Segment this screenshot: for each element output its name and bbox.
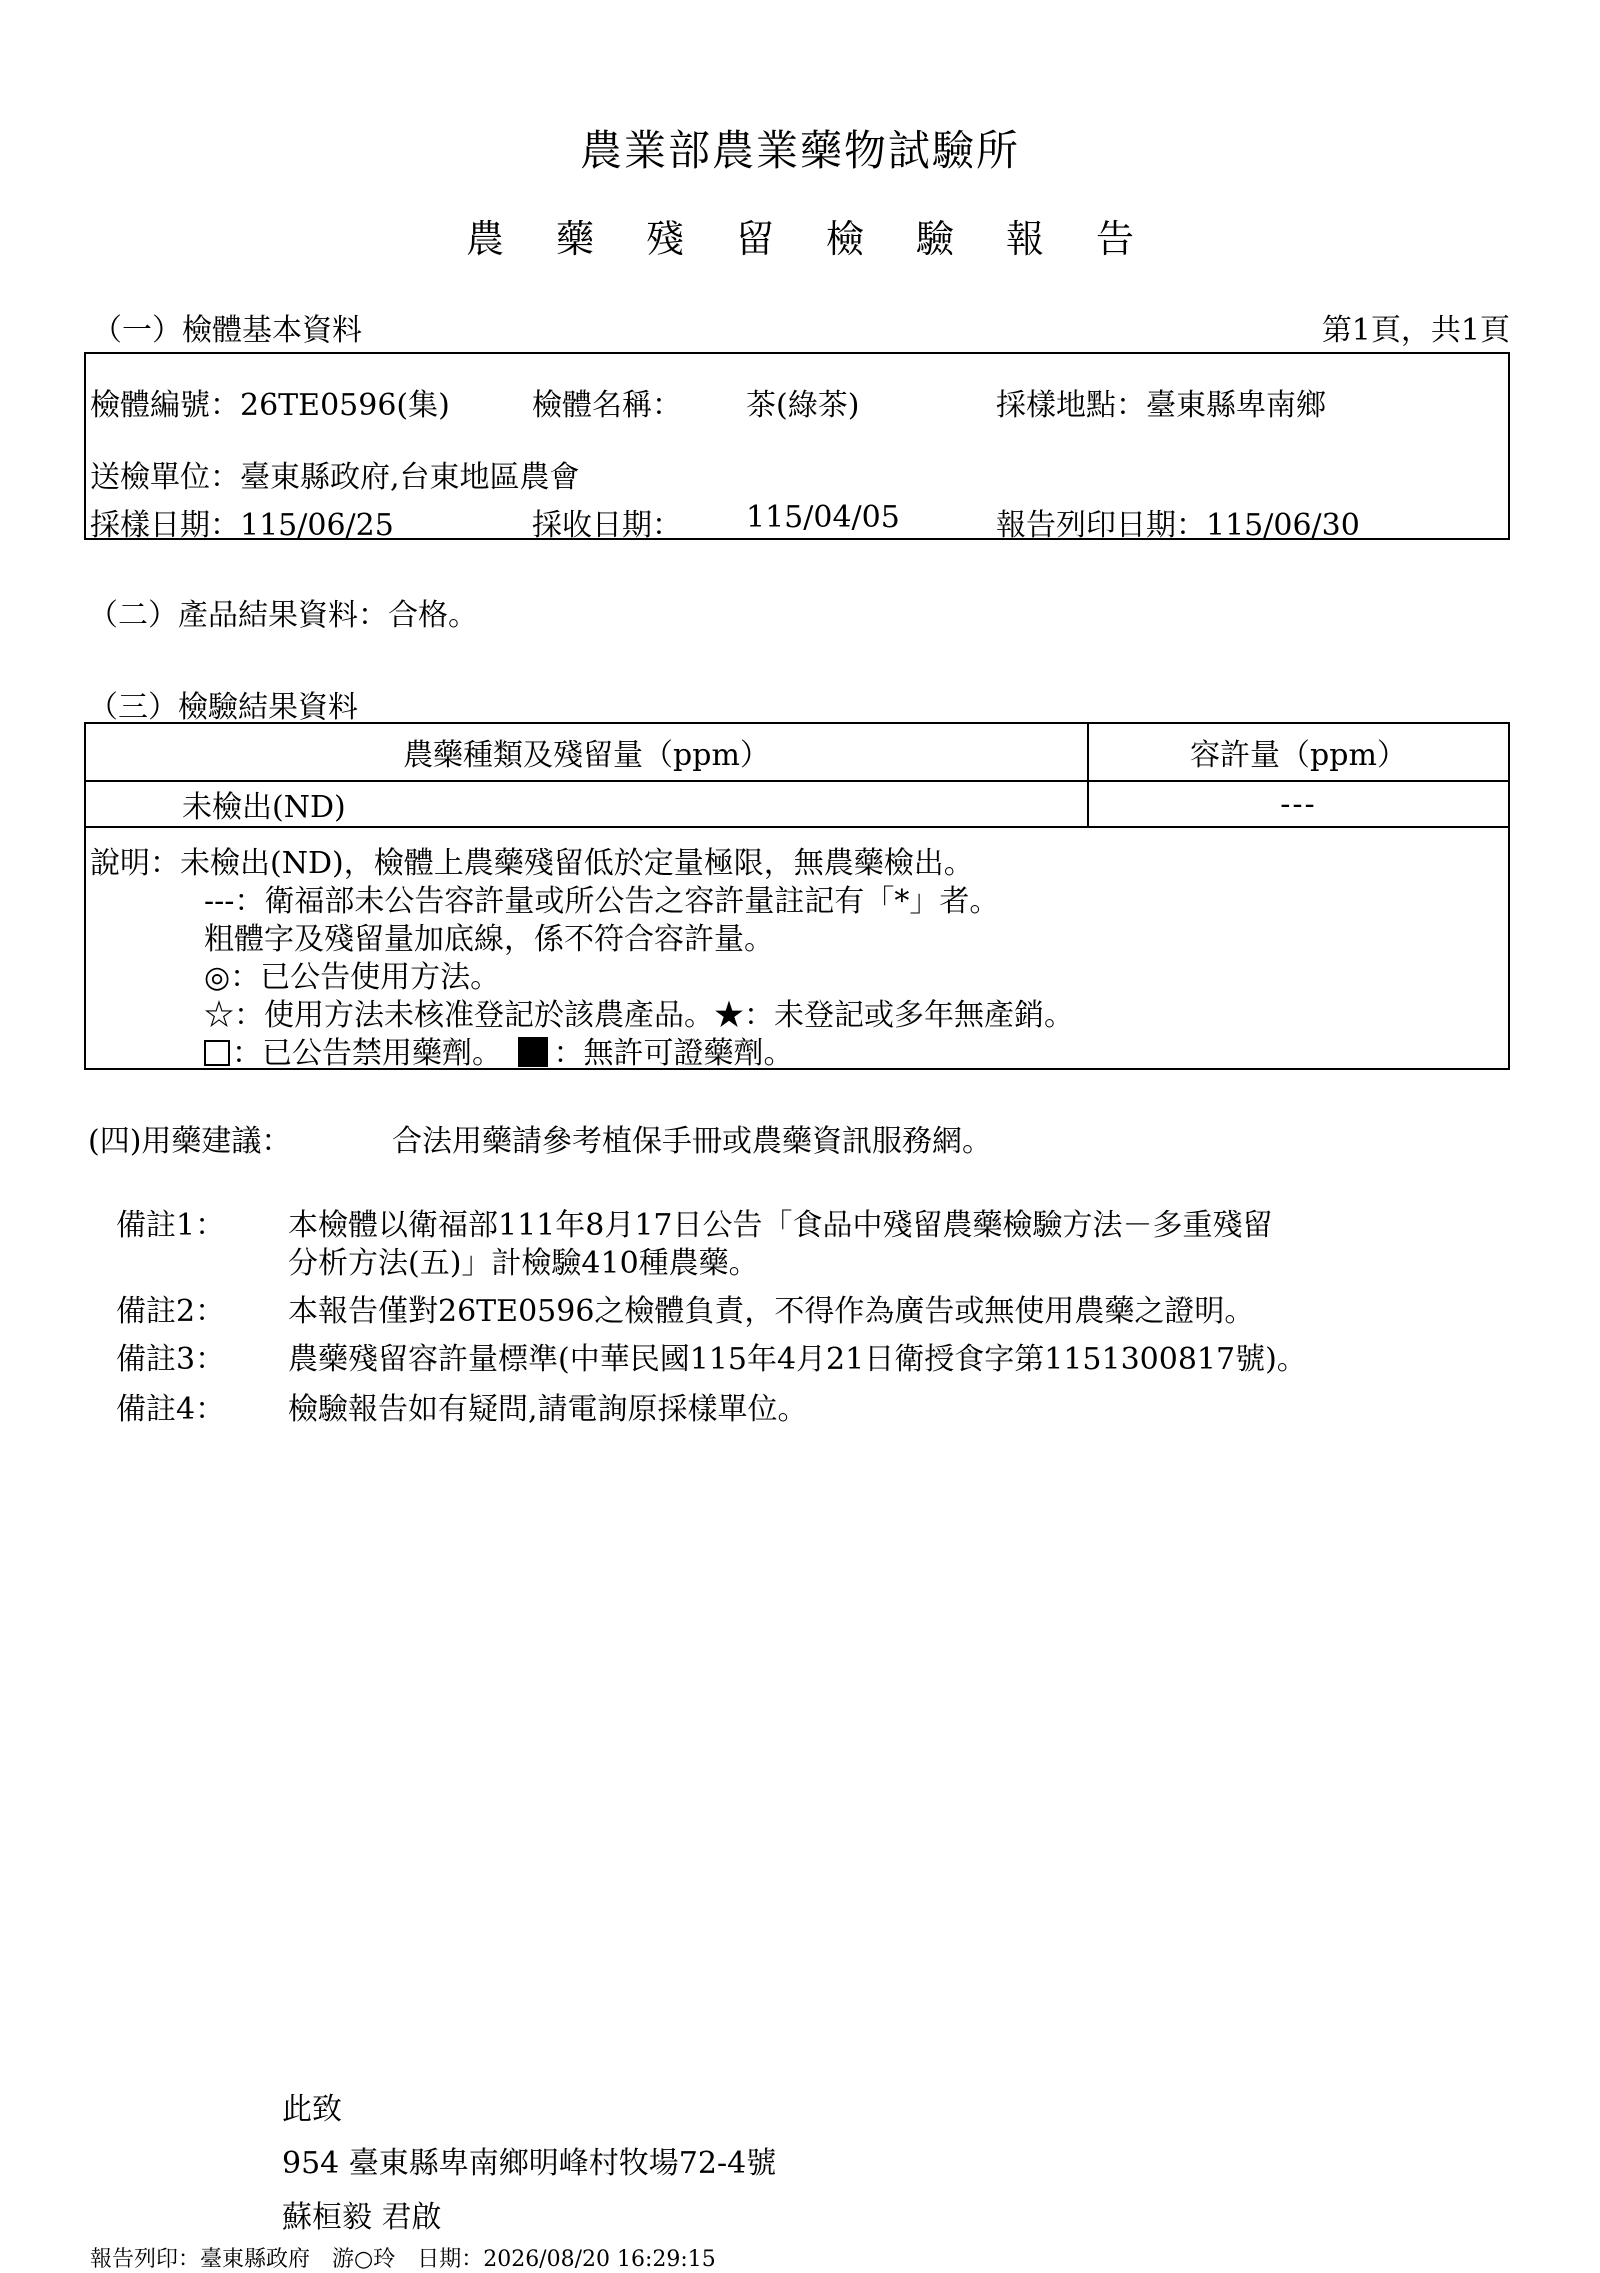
harvest-date: 115/04/05 [746,500,900,535]
print-footer: 報告列印：臺東縣政府 游○玲 日期：2026/08/20 16:29:15 [90,2247,716,2272]
report-title: 農藥殘留檢驗報告 [465,217,1186,261]
section4-title: (四)用藥建議： [88,1124,292,1159]
filled-square-icon [518,1037,548,1067]
section3-title: （三）檢驗結果資料 [88,690,358,725]
submitting-unit: 送檢單位：臺東縣政府,台東地區農會 [90,460,580,495]
section2-result: （二）產品結果資料：合格。 [88,598,478,633]
note-unregistered-use: ☆：使用方法未核准登記於該農產品。 [204,998,714,1033]
note-line-2: ---：衛福部未公告容許量或所公告之容許量註記有「*」者。 [204,884,1000,919]
section1-title: （一）檢體基本資料 [92,313,362,348]
header-pesticide: 農藥種類及殘留量（ppm） [85,723,1088,781]
remark-label: 備註3： [116,1342,226,1377]
organization-title: 農業部農業藥物試驗所 [579,126,1020,175]
note-line-4: ◎：已公告使用方法。 [204,960,501,995]
sampling-date: 採樣日期：115/06/25 [90,508,394,543]
note-no-license: ：無許可證藥劑。 [553,1036,794,1071]
table-row [85,781,1509,827]
header-tolerance: 容許量（ppm） [1088,723,1509,781]
note-line-6 [204,1028,794,1072]
table-header-row [85,723,1509,781]
remark-text: 本檢體以衛福部111年8月17日公告「食品中殘留農藥檢驗方法－多重殘留 [288,1208,1273,1243]
harvest-date-label: 採收日期： [532,508,682,543]
print-date: 報告列印日期：115/06/30 [996,508,1360,543]
note-banned: ：已公告禁用藥劑。 [232,1036,502,1071]
remark-label: 備註4： [116,1392,226,1427]
salutation: 此致 [282,2092,342,2127]
sample-number: 檢體編號：26TE0596(集) [90,388,450,423]
remark-text: 農藥殘留容許量標準(中華民國115年4月21日衛授食字第1151300817號)。 [288,1342,1307,1377]
pesticide-cell: 未檢出(ND) [85,781,1088,827]
remark-text: 本報告僅對26TE0596之檢體負責，不得作為廣告或無使用農藥之證明。 [288,1294,1255,1329]
remark-label: 備註2： [116,1294,226,1329]
note-line-3: 粗體字及殘留量加底線，係不符合容許量。 [204,922,774,957]
sample-name: 茶(綠茶) [746,388,860,423]
sampling-location: 採樣地點：臺東縣卑南鄉 [996,388,1326,423]
note-unregistered: ★：未登記或多年無產銷。 [714,998,1074,1033]
open-square-icon [204,1040,230,1066]
recipient-address: 954 臺東縣卑南鄉明峰村牧場72-4號 [282,2146,777,2181]
sample-name-label: 檢體名稱： [532,388,682,423]
remark-text: 檢驗報告如有疑問,請電詢原採樣單位。 [288,1392,808,1427]
note-line-1: 說明：未檢出(ND)，檢體上農藥殘留低於定量極限，無農藥檢出。 [90,846,974,881]
remark-text-continued: 分析方法(五)」計檢驗410種農藥。 [288,1246,759,1281]
usage-advice: 合法用藥請參考植保手冊或農藥資訊服務網。 [392,1124,992,1159]
page-info: 第1頁，共1頁 [1321,313,1510,348]
remark-label: 備註1： [116,1208,226,1243]
tolerance-cell: --- [1088,781,1509,827]
recipient-name: 蘇桓毅 君啟 [282,2200,442,2235]
